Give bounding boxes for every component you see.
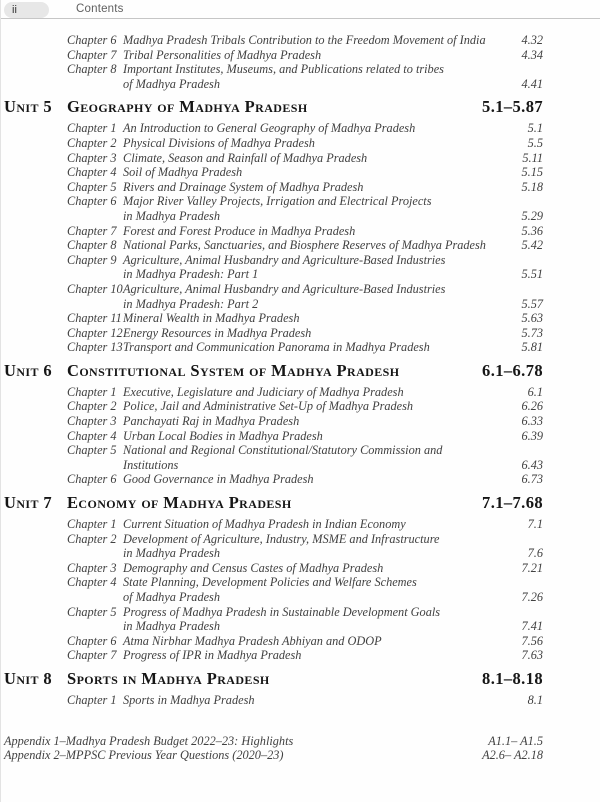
chapter-title <box>123 311 505 326</box>
chapter-title-line: in Madhya Pradesh <box>123 619 220 634</box>
page-header <box>1 0 600 19</box>
chapter-label: Chapter 9 <box>67 252 117 267</box>
chapter-label: Chapter 8 <box>67 238 117 253</box>
toc-unit-heading <box>4 97 543 117</box>
toc-chapter-row <box>4 224 543 239</box>
chapter-page-number: 5.5 <box>527 135 543 150</box>
chapter-page-number: 5.81 <box>521 340 543 355</box>
chapter-page-number: 5.57 <box>521 296 543 311</box>
chapter-title <box>123 340 505 355</box>
chapter-title <box>123 326 505 341</box>
chapter-title <box>123 634 505 649</box>
chapter-title-line: Energy Resources in Madhya Pradesh <box>123 325 312 340</box>
chapter-title <box>123 385 505 400</box>
chapter-page-number: 5.51 <box>521 267 543 282</box>
chapter-title-line: Atma Nirbhar Madhya Pradesh Abhiyan and ODOP <box>123 633 382 648</box>
chapter-title <box>123 224 505 239</box>
unit-page-range: 8.1–8.18 <box>482 668 543 688</box>
chapter-title-line: Soil of Madhya Pradesh <box>123 165 243 180</box>
chapter-page-number: 6.1 <box>527 384 543 399</box>
toc-unit-heading <box>4 669 543 689</box>
toc-chapter-row <box>4 151 543 166</box>
toc-chapter-row <box>4 311 543 326</box>
chapter-label: Chapter 6 <box>67 194 117 209</box>
chapter-label: Chapter 11 <box>67 311 122 326</box>
unit-page-range: 5.1–5.87 <box>482 97 543 117</box>
chapter-title <box>123 414 505 429</box>
chapter-label: Chapter 5 <box>67 443 117 458</box>
chapter-title-line: National Parks, Sanctuaries, and Biosphere Reserves of Madhya Pradesh <box>123 238 486 253</box>
chapter-page-number: 7.41 <box>521 619 543 634</box>
chapter-title-line: of Madhya Pradesh <box>123 590 220 604</box>
chapter-label: Chapter 13 <box>67 340 123 355</box>
chapter-title-line: National and Regional Constitutional/Statutory Commission and Institutions <box>123 443 443 472</box>
chapter-title <box>123 33 505 48</box>
chapter-title-line: Climate, Season and Rainfall of Madhya Pradesh <box>123 150 368 165</box>
toc-chapter-row <box>4 517 543 532</box>
chapter-label: Chapter 7 <box>67 47 117 62</box>
chapter-title-line: of Madhya Pradesh <box>123 76 220 91</box>
chapter-title <box>123 399 505 414</box>
toc-chapter-row <box>4 472 543 487</box>
chapter-page-number: 6.26 <box>521 399 543 414</box>
toc-chapter-row <box>4 561 543 576</box>
chapter-label: Chapter 6 <box>67 33 117 47</box>
toc-appendix-row <box>4 748 543 763</box>
chapter-title <box>123 532 505 561</box>
chapter-page-number: 5.29 <box>521 208 543 223</box>
chapter-page-number: 5.15 <box>521 165 543 180</box>
chapter-title-line: Police, Jail and Administrative Set-Up of Madhya Pradesh <box>123 399 414 414</box>
chapter-title <box>123 648 505 663</box>
toc-chapter-row <box>4 282 543 311</box>
chapter-title <box>123 429 505 444</box>
unit-title: Economy of Madhya Pradesh <box>67 493 292 513</box>
chapter-label: Chapter 3 <box>67 560 117 575</box>
appendix-title: Appendix 1–Madhya Pradesh Budget 2022–23: Highlights <box>4 733 294 748</box>
unit-title: Constitutional System of Madhya Pradesh <box>67 360 400 380</box>
unit-label: Unit 7 <box>4 493 53 513</box>
chapter-page-number: 5.1 <box>527 121 543 136</box>
chapter-title-line: Tribal Personalities of Madhya Pradesh <box>123 47 322 62</box>
chapter-title-line: in Madhya Pradesh <box>123 208 220 223</box>
chapter-title <box>123 472 505 487</box>
chapter-page-number: 5.73 <box>521 325 543 340</box>
chapter-title <box>123 443 505 472</box>
chapter-title <box>123 693 505 708</box>
chapter-title <box>123 517 505 532</box>
toc-unit-heading <box>4 361 543 381</box>
unit-label: Unit 8 <box>4 668 53 688</box>
chapter-title-line: Panchayati Raj in Madhya Pradesh <box>123 414 300 429</box>
chapter-label: Chapter 12 <box>67 325 123 340</box>
chapter-label: Chapter 4 <box>67 165 117 180</box>
chapter-title-line: Madhya Pradesh Tribals Contribution to the Freedom Movement of India <box>123 33 486 47</box>
chapter-title-line: Good Governance in Madhya Pradesh <box>123 472 314 487</box>
chapter-page-number: 7.26 <box>521 590 543 604</box>
toc-chapter-row <box>4 648 543 663</box>
folio-page-number-tab: ii <box>4 2 49 18</box>
chapter-page-number: 6.73 <box>521 472 543 487</box>
chapter-title-line: Agriculture, Animal Husbandry and Agriculture-Based Industries <box>123 281 446 296</box>
chapter-page-number: 7.1 <box>527 517 543 532</box>
toc-appendix-row <box>4 734 543 749</box>
chapter-title-line: Progress of IPR in Madhya Pradesh <box>123 648 302 663</box>
chapter-page-number: 5.63 <box>521 311 543 326</box>
toc-chapter-row <box>4 33 543 48</box>
toc-chapter-row <box>4 121 543 136</box>
chapter-title <box>123 136 505 151</box>
chapter-page-number: 4.32 <box>521 33 543 47</box>
chapter-page-number: 8.1 <box>527 692 543 707</box>
toc-chapter-row <box>4 62 543 91</box>
chapter-title-line: State Planning, Development Policies and Welfare Schemes <box>123 575 417 590</box>
chapter-title-line: Important Institutes, Museums, and Publications related to tribes <box>123 62 444 77</box>
toc-chapter-row <box>4 575 543 604</box>
chapter-page-number: 6.39 <box>521 428 543 443</box>
toc-chapter-row <box>4 180 543 195</box>
chapter-page-number: 5.42 <box>521 238 543 253</box>
chapter-page-number: 5.18 <box>521 179 543 194</box>
chapter-label: Chapter 1 <box>67 384 117 399</box>
running-header-title: Contents <box>76 3 124 15</box>
chapter-page-number: 4.34 <box>521 47 543 62</box>
chapter-title-line: An Introduction to General Geography of Madhya Pradesh <box>123 121 416 136</box>
unit-page-range: 7.1–7.68 <box>482 493 543 513</box>
chapter-title <box>123 48 505 63</box>
toc-chapter-row <box>4 48 543 63</box>
toc-chapter-row <box>4 634 543 649</box>
chapter-page-number: 4.41 <box>521 76 543 91</box>
chapter-title <box>123 121 505 136</box>
chapter-label: Chapter 1 <box>67 121 117 136</box>
chapter-page-number: 7.63 <box>521 648 543 663</box>
chapter-label: Chapter 3 <box>67 150 117 165</box>
chapter-title <box>123 253 505 282</box>
chapter-title <box>123 238 505 253</box>
toc-chapter-row <box>4 443 543 472</box>
unit-page-range: 6.1–6.78 <box>482 360 543 380</box>
chapter-title-line: Urban Local Bodies in Madhya Pradesh <box>123 428 323 443</box>
chapter-title-line: in Madhya Pradesh: Part 1 <box>123 267 259 282</box>
toc-chapter-row <box>4 693 543 708</box>
toc-chapter-row <box>4 326 543 341</box>
toc-chapter-row <box>4 165 543 180</box>
chapter-title-line: Agriculture, Animal Husbandry and Agriculture-Based Industries <box>123 252 446 267</box>
chapter-page-number: 6.43 <box>521 457 543 472</box>
chapter-page-number: 7.56 <box>521 633 543 648</box>
chapter-title-line: Physical Divisions of Madhya Pradesh <box>123 135 315 150</box>
toc-chapter-row <box>4 399 543 414</box>
appendix-title: Appendix 2–MPPSC Previous Year Questions (2020–23) <box>4 748 284 763</box>
chapter-title-line: Development of Agriculture, Industry, MSME and Infrastructure <box>123 531 440 546</box>
chapter-title <box>123 180 505 195</box>
toc-chapter-row <box>4 136 543 151</box>
toc-chapter-row <box>4 238 543 253</box>
chapter-title-line: Mineral Wealth in Madhya Pradesh <box>123 311 300 326</box>
chapter-label: Chapter 8 <box>67 62 117 77</box>
toc-chapter-row <box>4 253 543 282</box>
chapter-title-line: Rivers and Drainage System of Madhya Pradesh <box>123 179 364 194</box>
toc-chapter-row <box>4 605 543 634</box>
chapter-title-line: Sports in Madhya Pradesh <box>123 692 255 707</box>
toc-chapter-row <box>4 429 543 444</box>
chapter-label: Chapter 10 <box>67 281 123 296</box>
chapter-title-line: Progress of Madhya Pradesh in Sustainable Development Goals <box>123 604 441 619</box>
chapter-title-line: Forest and Forest Produce in Madhya Pradesh <box>123 223 356 238</box>
table-of-contents <box>1 19 600 763</box>
chapter-label: Chapter 7 <box>67 223 117 238</box>
chapter-title <box>123 561 505 576</box>
chapter-page-number: 5.11 <box>522 150 543 165</box>
chapter-label: Chapter 3 <box>67 414 117 429</box>
chapter-title-line: in Madhya Pradesh: Part 2 <box>123 296 259 311</box>
chapter-title <box>123 62 505 91</box>
chapter-label: Chapter 6 <box>67 472 117 487</box>
appendix-block <box>4 734 543 763</box>
unit-label: Unit 5 <box>4 97 53 117</box>
chapter-label: Chapter 1 <box>67 517 117 532</box>
chapter-label: Chapter 2 <box>67 531 117 546</box>
appendix-page-range: A1.1– A1.5 <box>488 733 543 748</box>
chapter-label: Chapter 4 <box>67 428 117 443</box>
chapter-title <box>123 282 505 311</box>
chapter-title-line: Transport and Communication Panorama in Madhya Pradesh <box>123 340 430 355</box>
chapter-label: Chapter 5 <box>67 179 117 194</box>
chapter-label: Chapter 1 <box>67 692 117 707</box>
chapter-title-line: Major River Valley Projects, Irrigation and Electrical Projects <box>123 194 432 209</box>
chapter-label: Chapter 7 <box>67 648 117 663</box>
chapter-label: Chapter 2 <box>67 399 117 414</box>
appendix-page-range: A2.6– A2.18 <box>482 748 543 763</box>
chapter-page-number: 6.33 <box>521 414 543 429</box>
chapter-page-number: 7.21 <box>521 560 543 575</box>
unit-title: Sports in Madhya Pradesh <box>67 668 270 688</box>
chapter-label: Chapter 5 <box>67 604 117 619</box>
toc-chapter-row <box>4 385 543 400</box>
chapter-page-number: 5.36 <box>521 223 543 238</box>
chapter-label: Chapter 4 <box>67 575 117 590</box>
toc-chapter-row <box>4 340 543 355</box>
chapter-label: Chapter 2 <box>67 135 117 150</box>
chapter-title-line: in Madhya Pradesh <box>123 546 220 561</box>
toc-chapter-row <box>4 532 543 561</box>
chapter-title <box>123 151 505 166</box>
toc-chapter-row <box>4 194 543 223</box>
toc-chapter-row <box>4 414 543 429</box>
unit-title: Geography of Madhya Pradesh <box>67 97 308 117</box>
chapter-title <box>123 605 505 634</box>
chapter-title-line: Executive, Legislature and Judiciary of Madhya Pradesh <box>123 384 404 399</box>
chapter-title <box>123 575 505 604</box>
chapter-label: Chapter 6 <box>67 633 117 648</box>
toc-unit-heading <box>4 493 543 513</box>
unit-label: Unit 6 <box>4 360 53 380</box>
chapter-title-line: Demography and Census Castes of Madhya Pradesh <box>123 560 384 575</box>
chapter-title <box>123 165 505 180</box>
chapter-title <box>123 194 505 223</box>
chapter-page-number: 7.6 <box>527 546 543 561</box>
chapter-title-line: Current Situation of Madhya Pradesh in Indian Economy <box>123 517 406 532</box>
